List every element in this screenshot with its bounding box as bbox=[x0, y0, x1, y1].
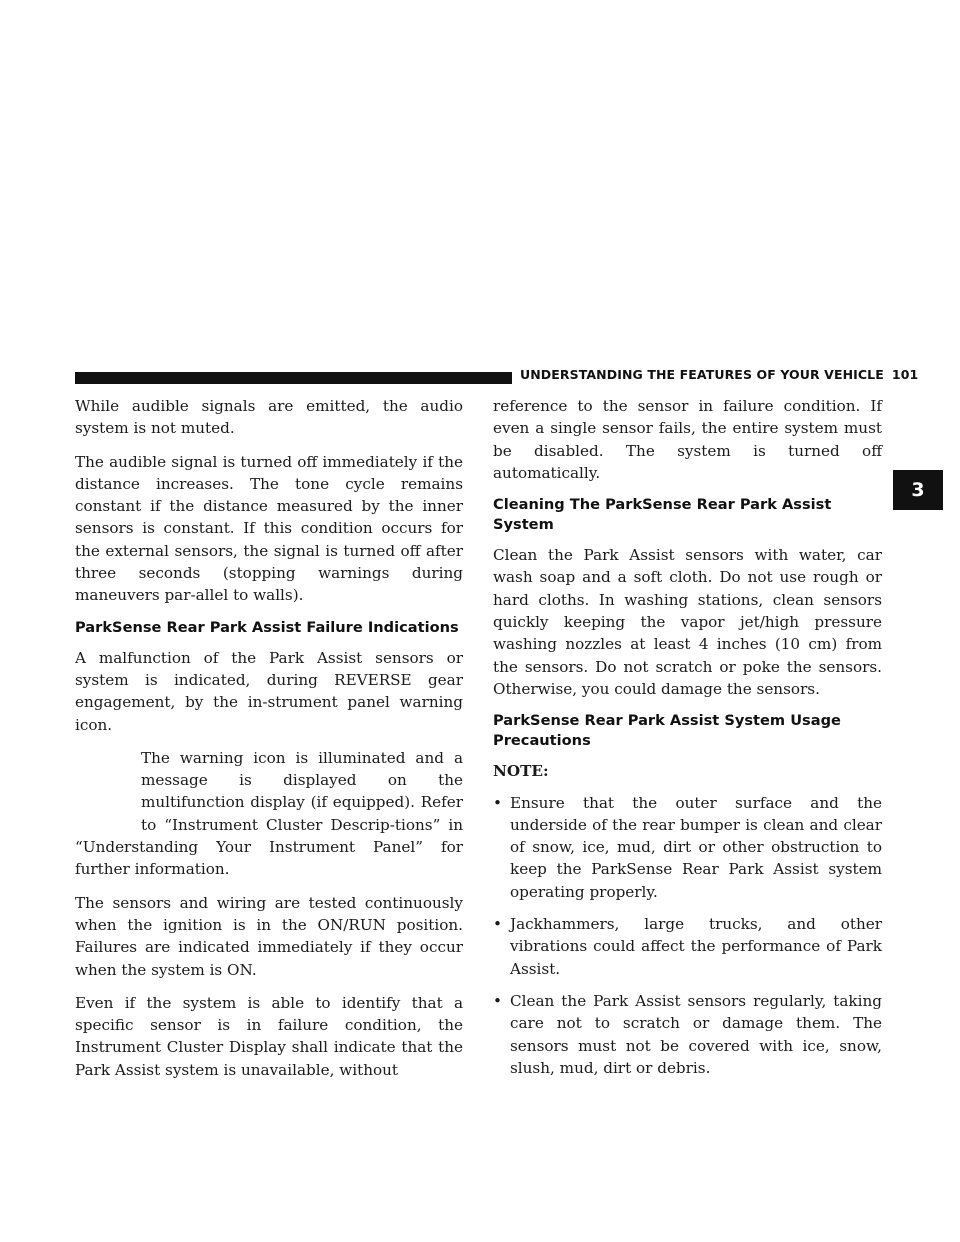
paragraph: The warning icon is illuminated and a message is displayed on the multifunction display (if equipped). Refer to “Instrument Cluster Descrip-tions” in “Understanding Your Instrument Panel” for further information. bbox=[75, 748, 463, 879]
list-item: • Clean the Park Assist sensors regularly, taking care not to scratch or damage them. The sensors must not be covered with ice, snow, slush, mud, dirt or debris. bbox=[493, 991, 882, 1077]
paragraph: A malfunction of the Park Assist sensors or system is indicated, during REVERSE gear engagement, by the in-strument panel warning icon. bbox=[75, 648, 463, 734]
bullet: • bbox=[493, 915, 502, 934]
precautions-list bbox=[493, 792, 882, 1080]
paragraph: Clean the Park Assist sensors with water, car wash soap and a soft cloth. Do not use rough or hard cloths. In washing stations, clean sensors quickly keeping the vapor jet/high pressure washing nozzles at least 4 inches (10 cm) from the sensors. Do not scratch or poke the sensors. Otherwise, you could damage the sensors. bbox=[493, 546, 882, 698]
bullet: • bbox=[493, 793, 502, 812]
right-column bbox=[493, 395, 882, 1089]
header-bar bbox=[75, 372, 512, 384]
paragraph: Even if the system is able to identify that a specific sensor is in failure condition, the Instrument Cluster Display shall indicate that the Park Assist system is unavailable, without bbox=[75, 993, 463, 1079]
section-heading: ParkSense Rear Park Assist Failure Indications bbox=[75, 618, 459, 636]
paragraph: reference to the sensor in failure condition. If even a single sensor fails, the entire system must be disabled. The system is turned off automatically. bbox=[493, 397, 882, 482]
warning-icon-paragraph bbox=[75, 747, 463, 881]
header-title: UNDERSTANDING THE FEATURES OF YOUR VEHICLE bbox=[520, 367, 884, 382]
paragraph: The audible signal is turned off immediately if the distance increases. The tone cycle remains constant if the distance measured by the inner sensors is constant. If this condition occurs for the external sensors, the signal is turned off after three seconds (stopping warnings during maneuvers par-allel to walls). bbox=[75, 452, 463, 605]
left-column bbox=[75, 395, 463, 1092]
warning-icon-placeholder bbox=[75, 747, 141, 835]
chapter-tab: 3 bbox=[893, 470, 943, 510]
page-number: 101 bbox=[891, 367, 919, 382]
bullet: • bbox=[493, 991, 502, 1010]
section-heading: Cleaning The ParkSense Rear Park Assist System bbox=[493, 496, 832, 534]
paragraph: The sensors and wiring are tested continuously when the ignition is in the ON/RUN position. Failures are indicated immediately if they occur when the system is ON. bbox=[75, 893, 463, 979]
note-label: NOTE: bbox=[493, 762, 549, 781]
list-item: • Jackhammers, large trucks, and other vibrations could affect the performance of Park Assist. bbox=[493, 915, 882, 978]
running-header bbox=[520, 367, 919, 382]
paragraph: While audible signals are emitted, the audio system is not muted. bbox=[75, 397, 463, 438]
section-heading: ParkSense Rear Park Assist System Usage Precautions bbox=[493, 712, 841, 750]
list-item: • Ensure that the outer surface and the underside of the rear bumper is clean and clear of snow, ice, mud, dirt or other obstruction to keep the ParkSense Rear Park Assist system operating properly. bbox=[493, 793, 882, 901]
